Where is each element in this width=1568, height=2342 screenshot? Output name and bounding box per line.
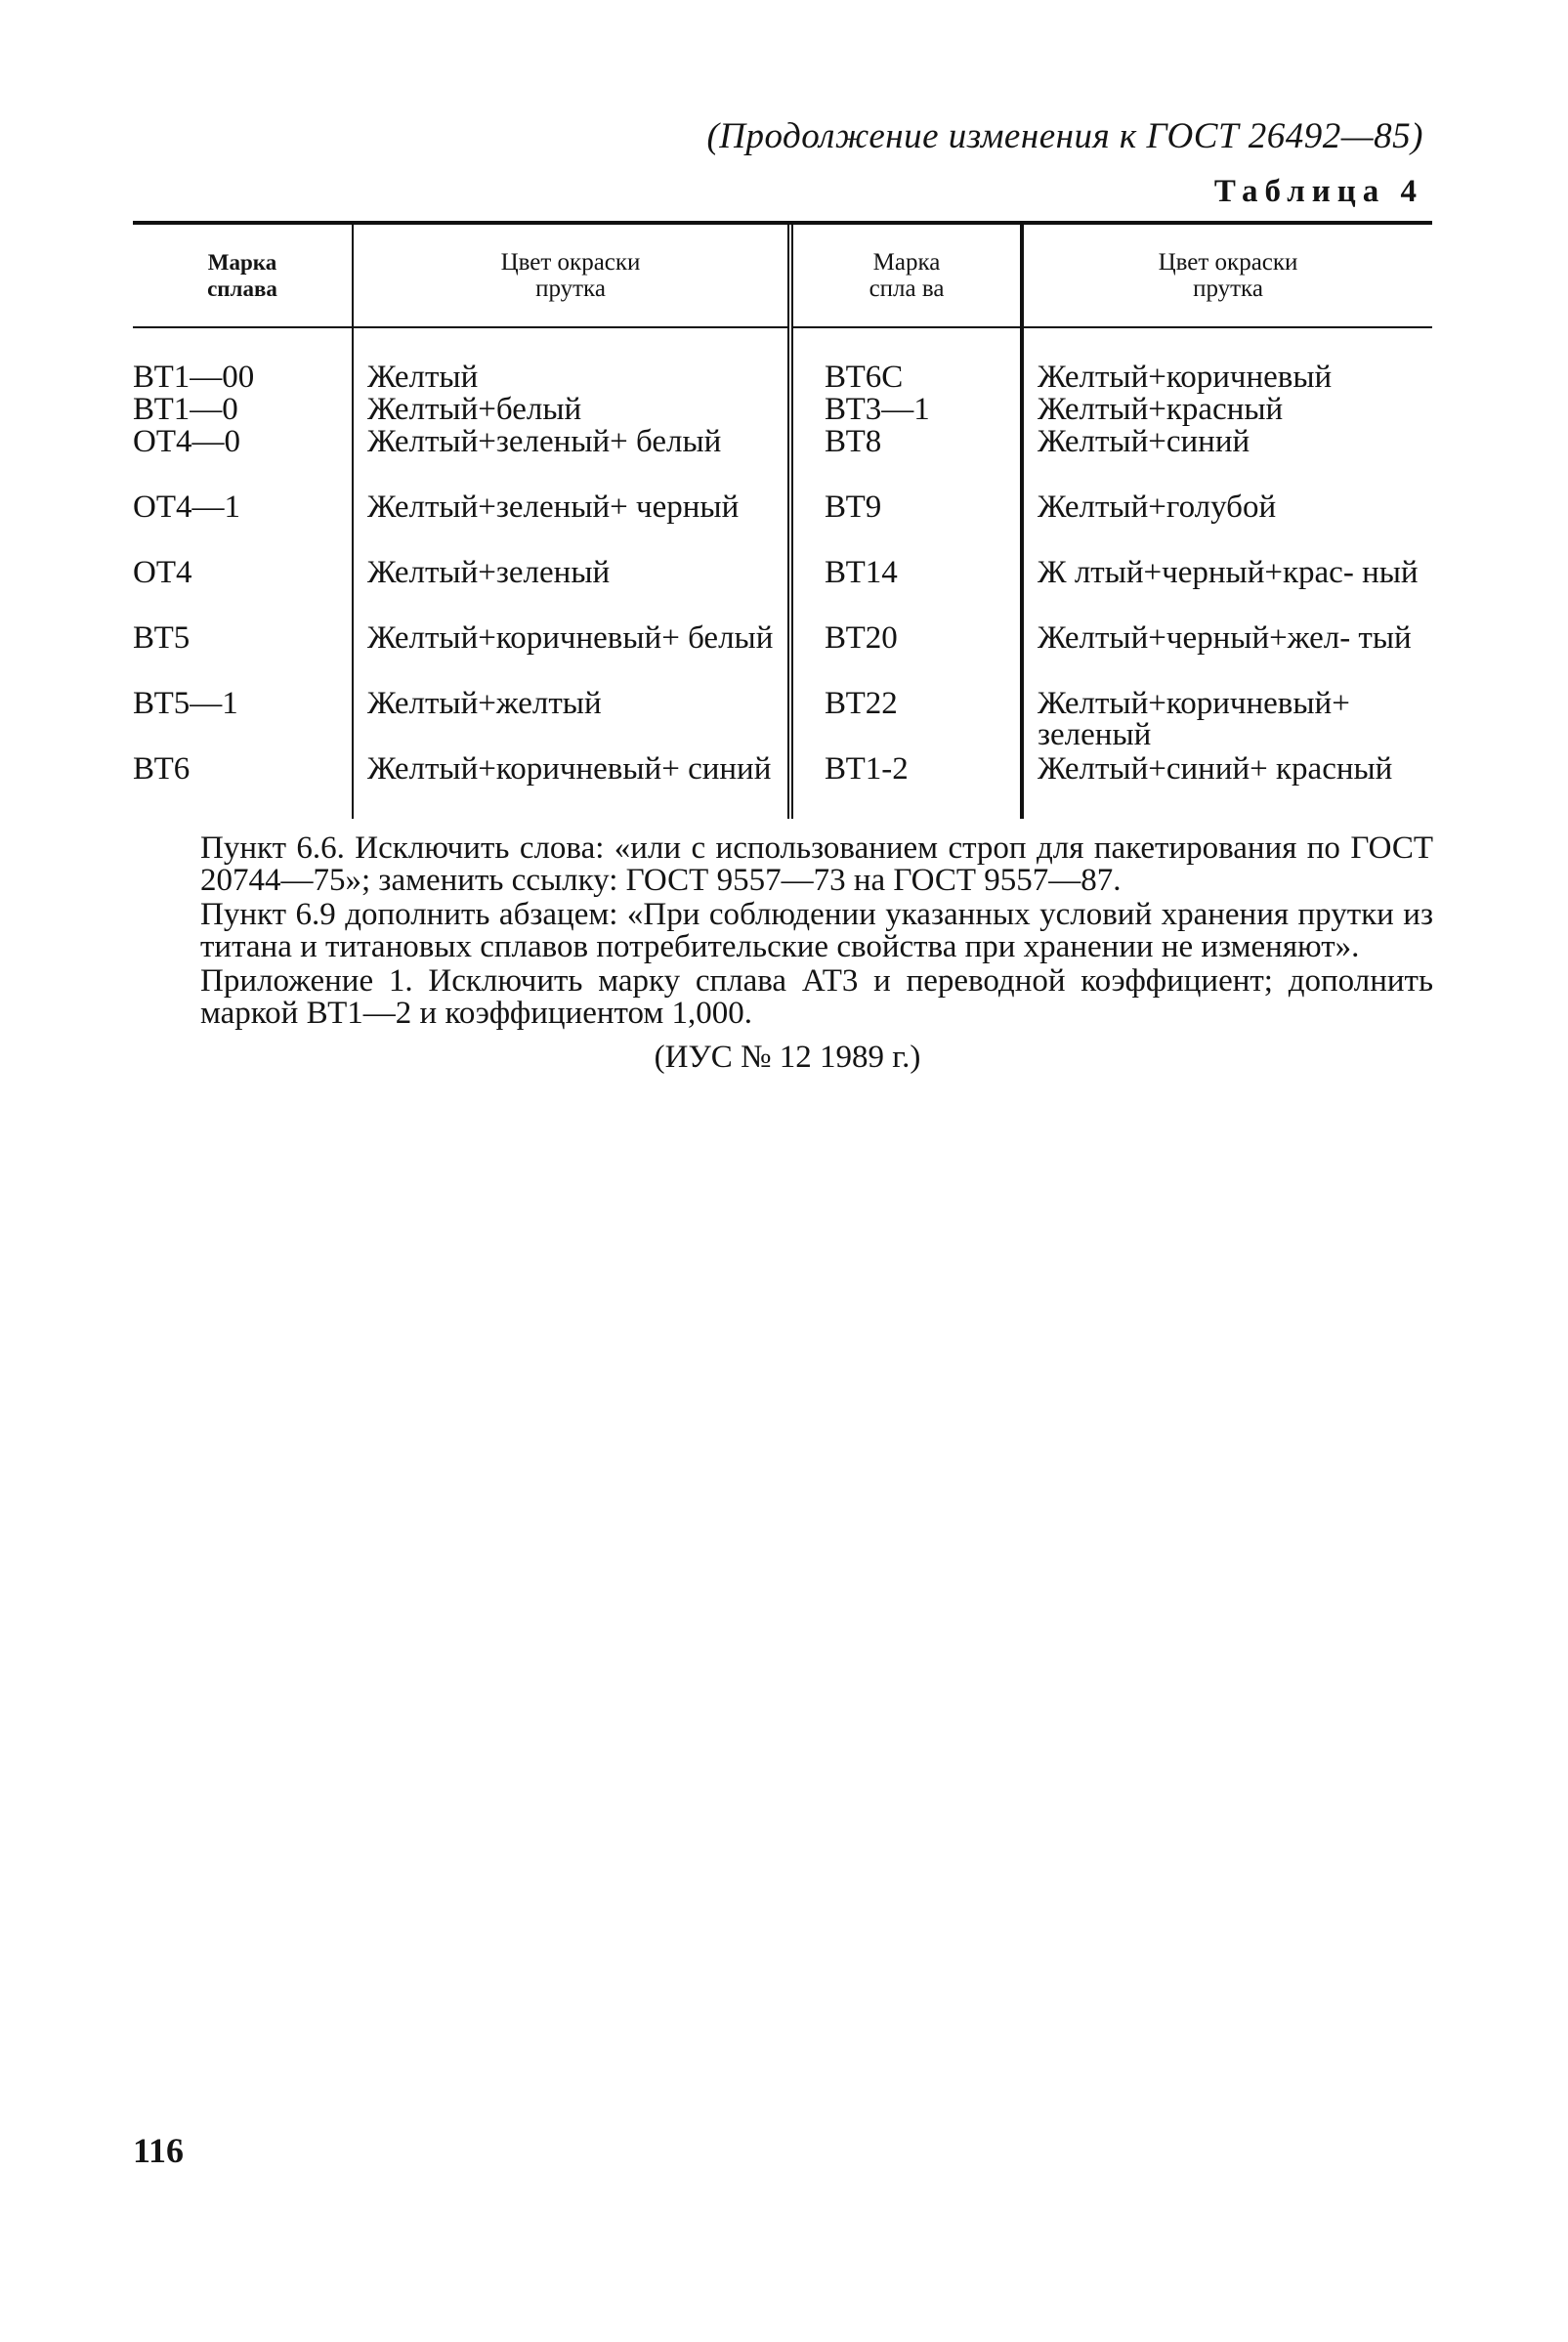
bar-color-cell: Желтый — [353, 362, 790, 394]
header-alloy-grade-right — [790, 225, 1022, 327]
bar-color-cell: Желтый+зеленый+ белый — [353, 426, 790, 491]
table-row — [133, 753, 1432, 819]
table-row — [133, 426, 1432, 491]
header-bar-color-left — [353, 225, 790, 327]
alloy-grade-cell: ВТ9 — [790, 491, 1022, 557]
bar-color-cell: Желтый+зеленый — [353, 557, 790, 622]
alloy-color-table — [133, 225, 1432, 819]
table-row — [133, 622, 1432, 688]
alloy-grade-cell: ВТ22 — [790, 688, 1022, 753]
alloy-grade-cell: ВТ6С — [790, 362, 1022, 394]
alloy-grade-cell: ВТ1—00 — [133, 362, 353, 394]
spacer-cell — [790, 327, 1022, 362]
header-alloy-grade-left — [133, 225, 353, 327]
bar-color-cell: Желтый+синий — [1038, 424, 1250, 459]
bar-color-cell: Желтый+белый — [353, 394, 790, 426]
color-table-wrapper — [133, 221, 1432, 819]
paragraph-appendix-1: Приложение 1. Исключить марку сплава АТ3 и переводной коэффициент; дополнить маркой ВТ1—2 и коэффициентом 1,000. — [200, 963, 1433, 1031]
table-row — [133, 557, 1432, 622]
bar-color-cell: Желтый+коричневый+ синий — [353, 753, 790, 819]
publication-source: (ИУС № 12 1989 г.) — [654, 1040, 921, 1075]
bar-color-cell: Желтый+зеленый+ черный — [353, 491, 790, 557]
header-line: Цвет окраски — [1158, 249, 1298, 276]
page-number: 116 — [133, 2131, 185, 2170]
continuation-header: (Продолжение изменения к ГОСТ 26492—85) — [706, 116, 1423, 156]
table-spacer-row — [133, 327, 1432, 362]
alloy-grade-cell: ВТ3—1 — [790, 394, 1022, 426]
bar-color-cell: Желтый+черный+жел- тый — [1038, 620, 1412, 656]
table-label: Таблица 4 — [1213, 174, 1423, 209]
alloy-grade-cell: ВТ1-2 — [790, 753, 1022, 819]
bar-color-cell: Желтый+коричневый+ зеленый — [1038, 686, 1350, 752]
amendment-text — [200, 832, 1433, 1074]
alloy-grade-cell: ВТ5 — [133, 622, 353, 688]
spacer-cell — [1022, 327, 1432, 362]
header-line: прутка — [535, 276, 606, 302]
header-line: Марка — [872, 249, 941, 276]
header-line: спла ва — [869, 276, 945, 302]
header-bar-color-right — [1022, 225, 1432, 327]
table-row — [133, 394, 1432, 426]
table-row — [133, 688, 1432, 753]
header-line: сплава — [207, 277, 277, 301]
bar-color-cell: Желтый+красный — [1038, 392, 1284, 427]
bar-color-cell: Желтый+синий+ красный — [1038, 751, 1393, 787]
table-row — [133, 362, 1432, 394]
bar-color-cell: Желтый+коричневый+ белый — [353, 622, 790, 688]
alloy-grade-cell: ВТ5—1 — [133, 688, 353, 753]
header-line: Цвет окраски — [500, 249, 641, 276]
paragraph-clause-6-9: Пункт 6.9 дополнить абзацем: «При соблюдении указанных условий хранения прутки из титана и титановых сплавов потребительские свойства при хранении не изменяют». — [200, 897, 1433, 964]
bar-color-cell: Желтый+голубой — [1038, 490, 1277, 525]
alloy-grade-cell: ВТ14 — [790, 557, 1022, 622]
header-line: прутка — [1193, 276, 1263, 302]
alloy-grade-cell: ВТ8 — [790, 426, 1022, 491]
alloy-grade-cell: ВТ1—0 — [133, 394, 353, 426]
alloy-grade-cell: ВТ20 — [790, 622, 1022, 688]
alloy-grade-cell: ОТ4—1 — [133, 491, 353, 557]
header-line: Марка — [207, 250, 277, 275]
spacer-cell — [133, 327, 353, 362]
alloy-grade-cell: ВТ6 — [133, 753, 353, 819]
alloy-grade-cell: ОТ4—0 — [133, 426, 353, 491]
alloy-grade-cell: ОТ4 — [133, 557, 353, 622]
paragraph-clause-6-6: Пункт 6.6. Исключить слова: «или с использованием строп для пакетирования по ГОСТ 20744—75»; заменить ссылку: ГОСТ 9557—73 на ГОСТ 9557—87. — [200, 830, 1433, 898]
bar-color-cell: Желтый+коричневый — [1038, 360, 1333, 395]
table-row — [133, 491, 1432, 557]
bar-color-cell: Ж лтый+черный+крас- ный — [1038, 555, 1419, 590]
spacer-cell — [353, 327, 790, 362]
bar-color-cell: Желтый+желтый — [353, 688, 790, 753]
table-header-row — [133, 225, 1432, 327]
